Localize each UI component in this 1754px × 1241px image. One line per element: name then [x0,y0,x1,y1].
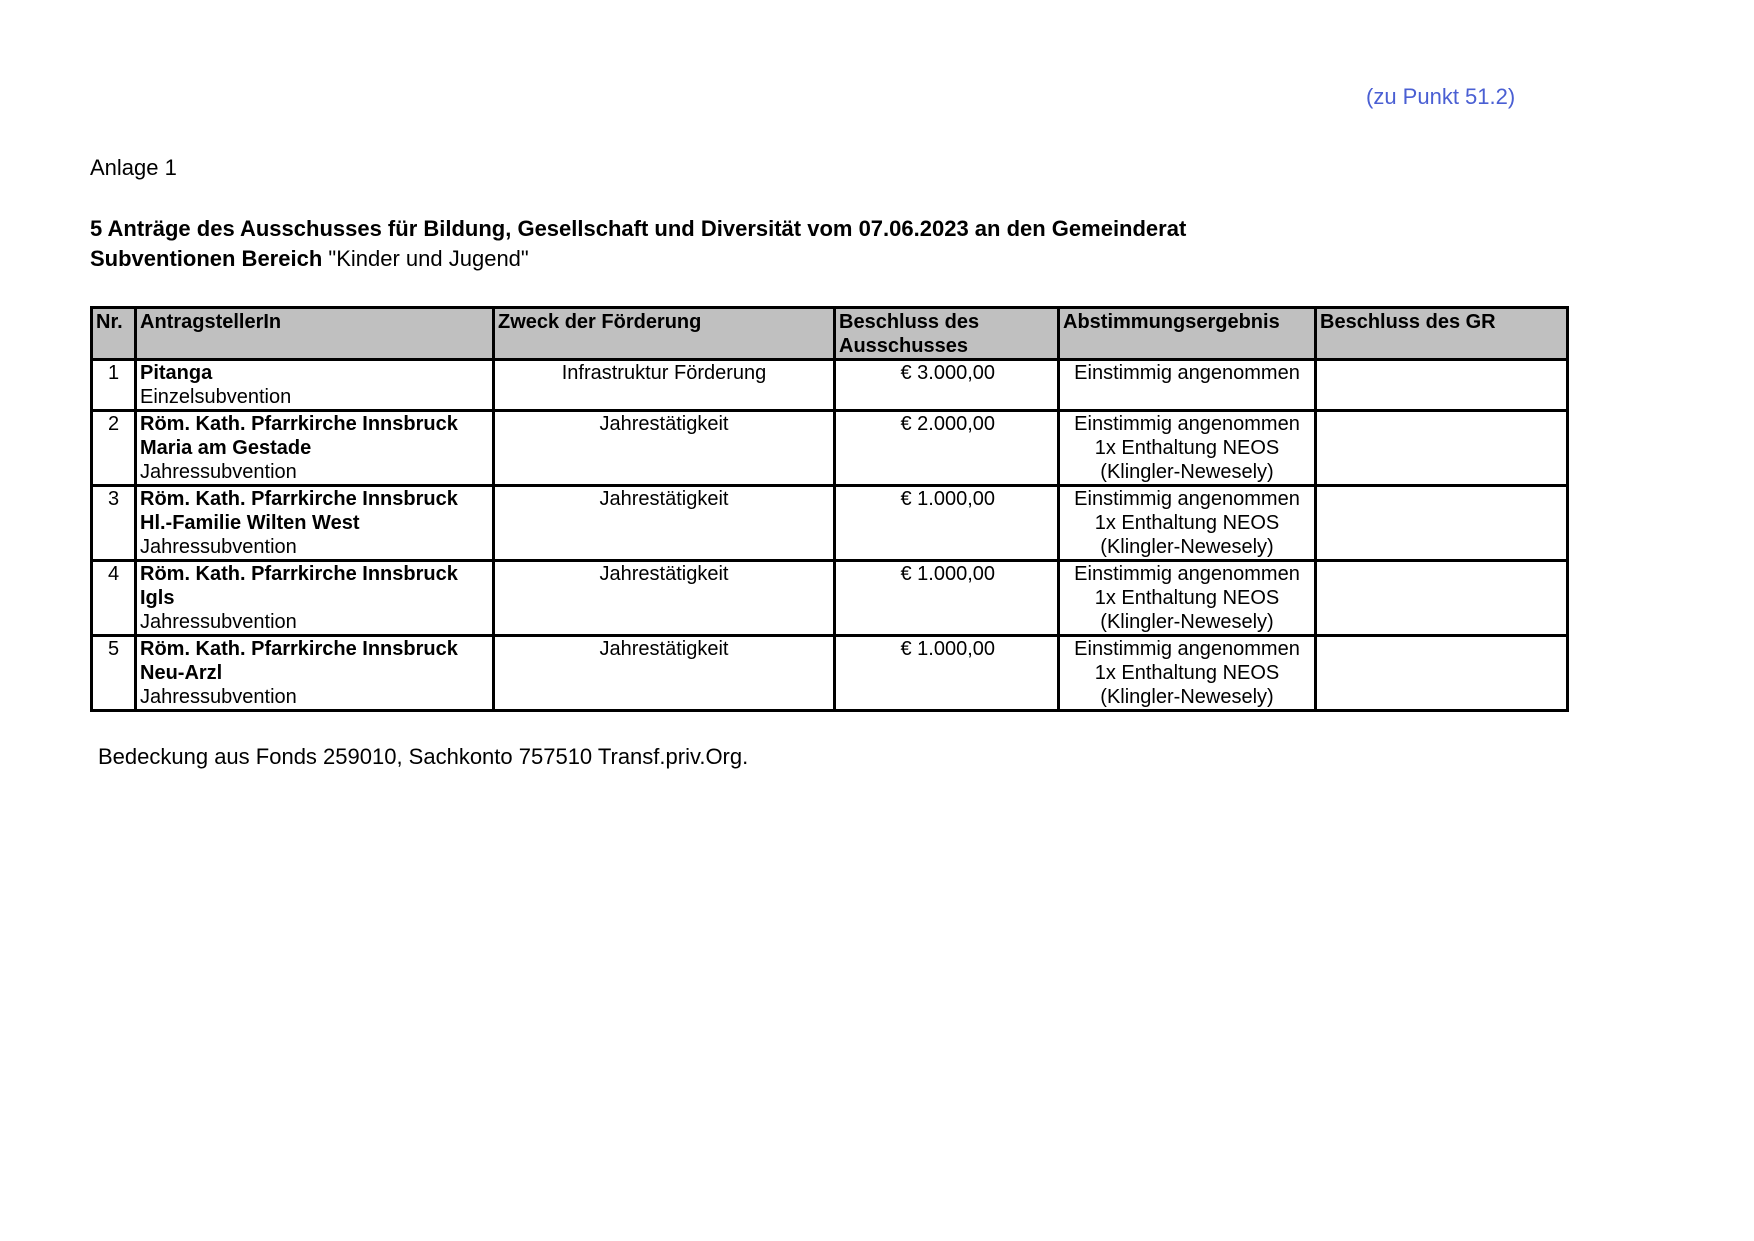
cell-abstimmung [1059,486,1316,561]
document-subline [90,246,529,272]
applicant-name-line-2: Maria am Gestade [140,437,312,459]
cell-betrag: € 3.000,00 [835,360,1059,411]
subsidy-table [90,306,1569,712]
header-zweck: Zweck der Förderung [494,308,835,360]
result-line-1: Einstimmig angenommen [1074,362,1300,384]
table-row [92,636,1568,711]
result-line-3: (Klingler-Newesely) [1100,536,1274,558]
applicant-name-line-1: Röm. Kath. Pfarrkirche Innsbruck [140,638,458,660]
cell-beschluss-gr [1316,360,1568,411]
result-line-2: 1x Enthaltung NEOS [1094,512,1280,534]
cell-antragsteller [136,486,494,561]
header-beschluss-ausschuss-line-2: Ausschusses [839,335,968,357]
result-line-2: 1x Enthaltung NEOS [1094,437,1280,459]
cell-nr: 3 [92,486,136,561]
header-beschluss-ausschuss-line-1: Beschluss des [839,311,980,333]
cell-zweck: Jahrestätigkeit [494,561,835,636]
cell-zweck: Jahrestätigkeit [494,636,835,711]
cell-nr: 4 [92,561,136,636]
cell-beschluss-gr [1316,411,1568,486]
subsidy-type: Einzelsubvention [140,386,292,408]
cell-antragsteller [136,636,494,711]
result-line-1: Einstimmig angenommen [1074,488,1300,510]
applicant-name-line-2: Hl.-Familie Wilten West [140,512,360,534]
result-line-3: (Klingler-Newesely) [1100,611,1274,633]
table-header-row [92,308,1568,360]
subsidy-type: Jahressubvention [140,611,297,633]
funding-note: Bedeckung aus Fonds 259010, Sachkonto 757510 Transf.priv.Org. [98,744,749,769]
result-line-2: 1x Enthaltung NEOS [1094,662,1280,684]
subsidy-type: Jahressubvention [140,536,297,558]
applicant-name-line-2: Igls [140,587,175,609]
table-row [92,486,1568,561]
reference-note: (zu Punkt 51.2) [1366,84,1516,109]
cell-nr: 5 [92,636,136,711]
result-line-1: Einstimmig angenommen [1074,563,1300,585]
cell-betrag: € 1.000,00 [835,486,1059,561]
subline-normal: "Kinder und Jugend" [328,246,529,271]
result-line-2: 1x Enthaltung NEOS [1094,587,1280,609]
result-line-1: Einstimmig angenommen [1074,638,1300,660]
header-nr: Nr. [92,308,136,360]
subsidy-type: Jahressubvention [140,461,297,483]
header-beschluss-gr: Beschluss des GR [1316,308,1568,360]
table-row [92,561,1568,636]
result-line-1: Einstimmig angenommen [1074,413,1300,435]
applicant-name-line-1: Röm. Kath. Pfarrkirche Innsbruck [140,413,458,435]
cell-abstimmung [1059,411,1316,486]
cell-zweck: Infrastruktur Förderung [494,360,835,411]
cell-beschluss-gr [1316,486,1568,561]
cell-beschluss-gr [1316,636,1568,711]
cell-betrag: € 2.000,00 [835,411,1059,486]
applicant-name-line-2: Neu-Arzl [140,662,223,684]
table-row [92,411,1568,486]
cell-antragsteller [136,411,494,486]
cell-antragsteller [136,561,494,636]
header-abstimmung: Abstimmungsergebnis [1059,308,1316,360]
subsidy-type: Jahressubvention [140,686,297,708]
subline-bold: Subventionen Bereich [90,246,323,271]
document-headline: 5 Anträge des Ausschusses für Bildung, Gesellschaft und Diversität vom 07.06.2023 an den Gemeinderat [90,216,1187,241]
cell-abstimmung [1059,636,1316,711]
cell-antragsteller [136,360,494,411]
attachment-label: Anlage 1 [90,155,177,180]
header-antragsteller: AntragstellerIn [136,308,494,360]
cell-betrag: € 1.000,00 [835,636,1059,711]
result-line-3: (Klingler-Newesely) [1100,686,1274,708]
header-beschluss-ausschuss [835,308,1059,360]
cell-abstimmung [1059,561,1316,636]
table-row [92,360,1568,411]
cell-abstimmung [1059,360,1316,411]
applicant-name-line-1: Pitanga [140,362,213,384]
cell-nr: 1 [92,360,136,411]
cell-beschluss-gr [1316,561,1568,636]
cell-zweck: Jahrestätigkeit [494,411,835,486]
cell-betrag: € 1.000,00 [835,561,1059,636]
result-line-3: (Klingler-Newesely) [1100,461,1274,483]
applicant-name-line-1: Röm. Kath. Pfarrkirche Innsbruck [140,563,458,585]
applicant-name-line-1: Röm. Kath. Pfarrkirche Innsbruck [140,488,458,510]
cell-zweck: Jahrestätigkeit [494,486,835,561]
cell-nr: 2 [92,411,136,486]
